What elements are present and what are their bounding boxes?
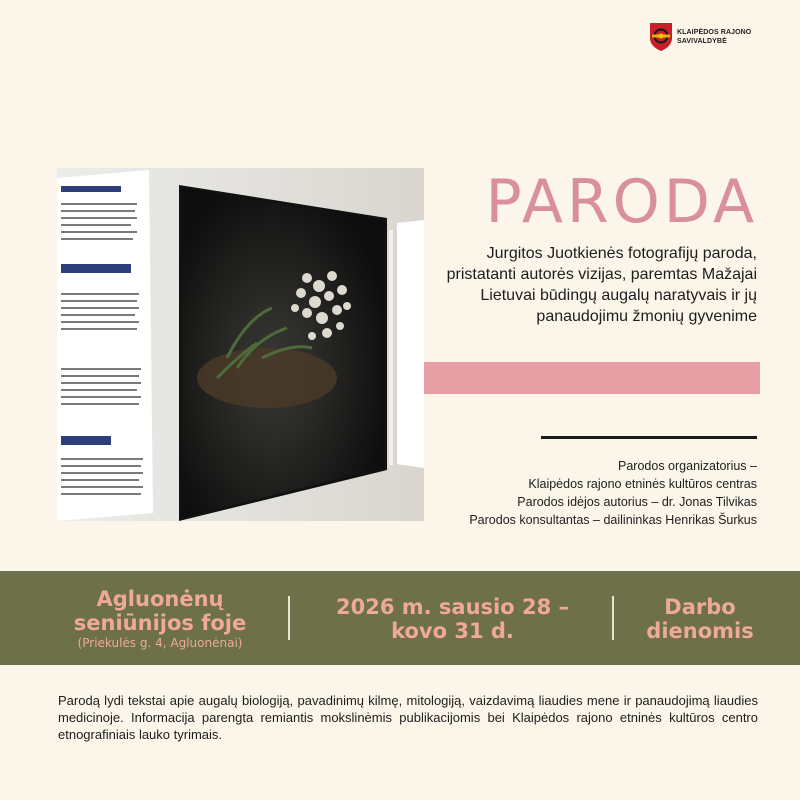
- divider-line: [541, 436, 757, 439]
- footer-text: Parodą lydi tekstai apie augalų biologiją, pavadinimų kilmę, mitologiją, vaizdavimą liaudies mene ir panaudojimą liaudies medicinoje. Informacija parengta remiantis mokslinėmis publikacijomis bei Klaipėdos rajono etninės kultūros centro etnografiniais lauko tyrimais.: [58, 693, 758, 742]
- exhibition-description: Jurgitos Juotkienės fotografijų paroda, pristatanti autorės vizijas, paremtas Mažajai Lietuvai būdingų augalų naratyvais ir jų panaudojimu žmonių gyvenime: [446, 245, 757, 325]
- date-info: [300, 595, 605, 643]
- pink-decorative-band: [424, 362, 760, 394]
- coat-of-arms-icon: [649, 22, 673, 52]
- logo-line-2: SAVIVALDYBĖ: [677, 38, 727, 45]
- exhibition-photo: [57, 168, 424, 521]
- page-title: PARODA: [485, 167, 758, 237]
- credit-line: Parodos organizatorius –: [618, 459, 757, 473]
- location-info: [40, 587, 280, 651]
- date-line-1: 2026 m. sausio 28 –: [335, 595, 570, 619]
- municipality-logo: [649, 22, 751, 52]
- schedule-info: [620, 595, 780, 643]
- schedule-line-2: dienomis: [646, 619, 754, 643]
- credits-block: [469, 457, 757, 529]
- credit-line: Parodos idėjos autorius – dr. Jonas Tilvikas: [517, 495, 757, 509]
- location-line-2: seniūnijos foje: [73, 611, 247, 635]
- location-line-1: Agluonėnų: [96, 587, 224, 611]
- schedule-line-1: Darbo: [664, 595, 736, 619]
- logo-line-1: KLAIPĖDOS RAJONO: [677, 29, 752, 36]
- date-line-2: kovo 31 d.: [391, 619, 514, 643]
- credit-line: Klaipėdos rajono etninės kultūros centras: [528, 477, 757, 491]
- location-address: (Priekulės g. 4, Agluonėnai): [77, 636, 243, 650]
- separator: [612, 596, 614, 640]
- separator: [288, 596, 290, 640]
- credit-line: Parodos konsultantas – dailininkas Henrikas Šurkus: [469, 513, 757, 527]
- info-band: [0, 571, 800, 665]
